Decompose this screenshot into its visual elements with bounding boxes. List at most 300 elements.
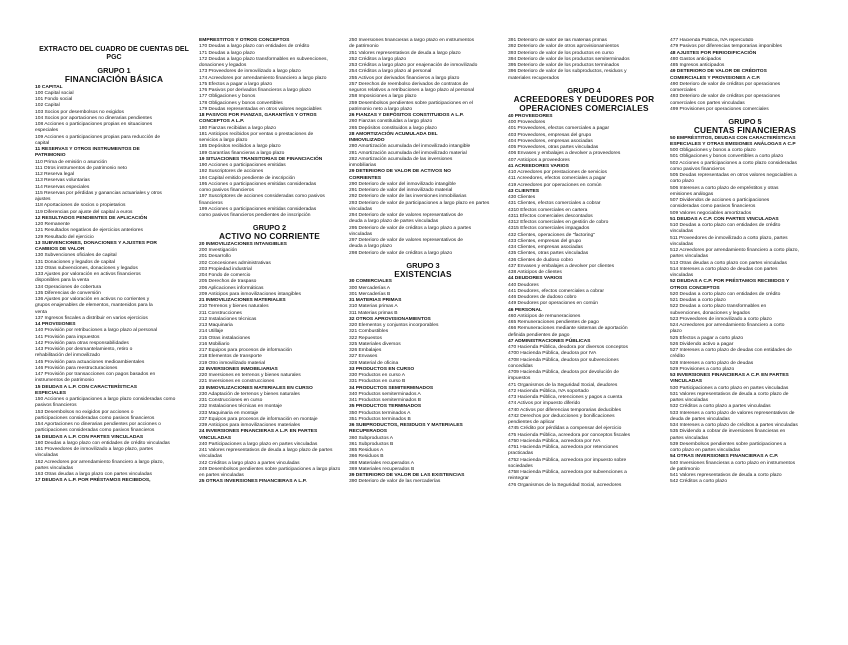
account-line: 490 Deterioro de valor de créditos por operaciones bbox=[670, 81, 781, 87]
account-line: 221 Inversiones en construcciones bbox=[199, 379, 275, 385]
account-line: en partes vinculadas bbox=[199, 473, 244, 478]
account-line: disponibles para la venta bbox=[35, 278, 90, 284]
account-line: corto plazo bbox=[670, 179, 694, 185]
account-line: 522 Deudas a corto plazo transformables en bbox=[670, 304, 767, 310]
account-line: emisiones análogas bbox=[670, 191, 714, 197]
account-line: 4708 Hacienda Pública, deudora por subvenciones bbox=[508, 357, 619, 363]
account-line: 475 Hacienda Pública, acreedora por conceptos fiscales bbox=[508, 432, 631, 438]
subgroup-heading: 14 PROVISIONES bbox=[35, 322, 76, 327]
account-line: 240 Participaciones a largo plazo en partes vinculadas bbox=[199, 441, 318, 447]
account-line: 101 Fondo social bbox=[35, 97, 73, 102]
account-line: concedidas bbox=[508, 363, 533, 369]
account-line: 326 Embalajes bbox=[349, 348, 382, 353]
account-line: subvenciones, donaciones y legados bbox=[670, 310, 750, 316]
subgroup-heading: VINCULADAS bbox=[199, 435, 232, 441]
account-line: 141 Provisión para impuestos bbox=[35, 334, 100, 340]
subgroup-heading: 46 PERSONAL bbox=[508, 307, 542, 313]
account-line: 501 Obligaciones y bonos convertibles a corto plazo bbox=[670, 154, 784, 160]
account-line: 401 Proveedores, efectos comerciales a pagar bbox=[508, 126, 610, 132]
account-line: 132 Otras subvenciones, donaciones y legados bbox=[35, 265, 138, 271]
account-line: 113 Reservas voluntarias bbox=[35, 178, 90, 184]
account-line: 391 Deterioro de valor de las materias primas bbox=[508, 38, 607, 43]
account-line: 220 Inversiones en terrenos y bienes naturales bbox=[199, 373, 301, 378]
account-line: financieros bbox=[199, 200, 223, 206]
account-line: 199 Acciones o participaciones emitidas consideradas bbox=[199, 206, 317, 212]
account-line: 507 Dividendos de acciones o participaciones bbox=[670, 198, 770, 203]
account-line: corto plazo en partes vinculadas bbox=[670, 448, 741, 453]
account-line: 300 Mercaderías A bbox=[349, 285, 391, 291]
subgroup-heading: 11 RESERVAS Y OTROS INSTRUMENTOS DE bbox=[35, 147, 140, 152]
group-3-accounts bbox=[349, 279, 497, 485]
subgroup-heading: VINCULADAS bbox=[670, 379, 703, 385]
subgroup-heading: 17 DEUDAS A L.P. POR PRÉSTAMOS RECIBIDOS, bbox=[35, 478, 151, 484]
account-line: 524 Acreedores por arrendamiento financiero a corto bbox=[670, 323, 785, 328]
account-line: 180 Fianzas recibidas a largo plazo bbox=[199, 125, 276, 131]
subgroup-heading: 25 OTRAS INVERSIONES FINANCIERAS A L.P. bbox=[199, 479, 307, 485]
column-1 bbox=[35, 46, 193, 645]
account-line: 250 Inversiones financieras a largo plazo en instrumentos bbox=[349, 38, 475, 43]
account-line: 153 Desembolsos no exigidos por acciones o bbox=[35, 409, 134, 415]
account-line: vinculadas bbox=[349, 231, 373, 237]
account-line: 190 Acciones o participaciones emitidas bbox=[199, 163, 286, 168]
account-line: 392 Deterioro de valor de otros aprovisionamientos bbox=[508, 44, 619, 50]
account-line: impuestos bbox=[508, 376, 531, 382]
account-line: participaciones consideradas como pasivos financieros bbox=[35, 415, 155, 421]
account-line: como pasivos financieros bbox=[670, 166, 725, 172]
account-line: crédito bbox=[670, 354, 685, 360]
account-line: 331 Productos en curso B bbox=[349, 379, 406, 385]
account-line: 511 Proveedores de inmovilizado a corto plazo, partes bbox=[670, 235, 788, 241]
subgroup-heading: 15 DEUDAS A L.P. CON CARACTERÍSTICAS bbox=[35, 384, 137, 390]
account-line: 446 Deudores de dudoso cobro bbox=[508, 295, 577, 300]
account-line: 110 Prima de emisión o asunción bbox=[35, 159, 107, 165]
account-line: 4312 Efectos comerciales en gestión de cobro bbox=[508, 220, 609, 225]
account-line: venta bbox=[35, 309, 47, 315]
account-line: 466 Remuneraciones mediante sistemas de aportación bbox=[508, 326, 628, 332]
account-line: inmobiliarias bbox=[349, 163, 377, 168]
account-line: ajustes bbox=[35, 197, 51, 202]
account-line: 361 Subproductos B bbox=[349, 441, 394, 447]
account-line: 530 Participaciones a corto plazo en partes vinculadas bbox=[670, 385, 789, 391]
account-line: 181 Anticipos recibidos por ventas o prestaciones de bbox=[199, 131, 314, 137]
account-line: vinculadas bbox=[670, 241, 694, 247]
account-line: 4709 Hacienda Pública, deudora por devolución de bbox=[508, 370, 619, 375]
subgroup-heading: 13 SUBVENCIONES, DONACIONES Y AJUSTES POR bbox=[35, 240, 157, 246]
account-line: 493 Deterioro de valor de créditos por operaciones bbox=[670, 94, 781, 100]
account-line: 531 Valores representativos de deuda a corto plazo de bbox=[670, 391, 789, 397]
account-line: 527 Intereses a corto plazo de deudas con entidades de bbox=[670, 348, 792, 353]
account-line: reintegrar bbox=[508, 476, 529, 482]
account-line: 460 Anticipos de remuneraciones bbox=[508, 313, 581, 319]
account-line: 512 Acreedores por arrendamiento financiero a corto plazo, bbox=[670, 248, 799, 253]
account-line: 432 Clientes, operaciones de "factoring" bbox=[508, 232, 595, 238]
account-line: donaciones y legados bbox=[199, 63, 247, 68]
account-line: 419 Acreedores por operaciones en común bbox=[508, 182, 602, 188]
account-line: 502 Acciones o participaciones a corto plazo consideradas bbox=[670, 160, 797, 166]
account-line: 525 Efectos a pagar a corto plazo bbox=[670, 335, 744, 341]
subgroup-heading: 12 RESULTADOS PENDIENTES DE APLICACIÓN bbox=[35, 215, 148, 221]
account-line: 405 Proveedores, otras partes vinculadas bbox=[508, 145, 599, 150]
account-line: 251 Valores representativos de deuda a largo plazo bbox=[349, 50, 461, 56]
group-1-name: FINANCIACIÓN BÁSICA bbox=[64, 74, 164, 84]
subgroup-heading: 31 MATERIAS PRIMAS bbox=[349, 298, 402, 303]
account-line: 433 Clientes, empresas del grupo bbox=[508, 238, 582, 244]
account-line: 471 Organismos de la Seguridad Social, deudores bbox=[508, 382, 618, 388]
subgroup-heading: 22 INVERSIONES INMOBILIARIAS bbox=[199, 366, 278, 372]
account-line: 134 Operaciones de cobertura bbox=[35, 284, 102, 290]
account-line: 4752 Hacienda Pública, acreedora por impuesto sobre bbox=[508, 457, 627, 463]
group-4-name: ACREEDORES Y DEUDORES POR OPERACIONES COMERCIALES bbox=[513, 93, 655, 114]
account-line: 311 Materias primas B bbox=[349, 310, 398, 316]
account-line: 135 Diferencias de conversión bbox=[35, 290, 101, 296]
account-line: 265 Depósitos constituidos a largo plazo bbox=[349, 125, 437, 131]
account-line: servicios a largo plazo bbox=[199, 138, 248, 143]
account-line: 479 Pasivos por diferencias temporarias imponibles bbox=[670, 44, 782, 50]
account-line: 438 Anticipos de clientes bbox=[508, 270, 562, 275]
account-line: 205 Derechos de traspaso bbox=[199, 279, 257, 285]
account-line: 465 Remuneraciones pendientes de pago bbox=[508, 320, 599, 325]
account-line: 197 Suscriptores de acciones consideradas como pasivos bbox=[199, 194, 325, 200]
account-line: de patrimonio bbox=[349, 44, 379, 50]
account-line: 520 Deudas a corto plazo con entidades de crédito bbox=[670, 291, 781, 297]
account-line: 529 Provisiones a corto plazo bbox=[670, 366, 735, 372]
account-line: comerciales bbox=[670, 88, 697, 93]
account-line: 252 Créditos a largo plazo bbox=[349, 56, 407, 62]
subgroup-heading: 34 PRODUCTOS SEMITERMINADOS bbox=[349, 385, 434, 391]
account-line: 541 Valores representativos de deuda a corto plazo bbox=[670, 473, 782, 478]
account-line: 485 Ingresos anticipados bbox=[670, 63, 725, 68]
account-line: 214 Utillaje bbox=[199, 329, 224, 335]
account-line: 121 Resultados negativos de ejercicios anteriores bbox=[35, 228, 143, 234]
subgroup-heading: 20 INMOVILIZACIONES INTANGIBLES bbox=[199, 241, 287, 247]
account-line: 163 Otras deudas a largo plazo con partes vinculadas bbox=[35, 472, 152, 477]
column-5 bbox=[670, 38, 820, 637]
account-line: 521 Deudas a corto plazo bbox=[670, 298, 726, 303]
account-line: patrimonio neto a largo plazo bbox=[349, 106, 413, 112]
account-line: especiales bbox=[35, 128, 59, 134]
subgroup-heading: COMERCIALES Y PROVISIONES A C.P. bbox=[670, 75, 761, 81]
account-line: 119 Diferencias por ajuste del capital a euros bbox=[35, 209, 133, 215]
account-line: 254 Créditos a largo plazo al personal bbox=[349, 69, 432, 75]
account-line: 535 Dividendo a cobrar de inversiones financieras en bbox=[670, 429, 786, 435]
account-line: 477 Hacienda Pública, IVA repercutido bbox=[670, 38, 754, 43]
account-line: 103 Socios por desembolsos no exigidos bbox=[35, 109, 124, 115]
account-line: seguros relativos a retribuciones a largo plazo al personal bbox=[349, 88, 475, 93]
account-line: 133 Ajustes por valoración en activos financieros bbox=[35, 272, 141, 277]
account-line: 499 Provisiones por operaciones comerciales bbox=[670, 106, 769, 112]
subgroup-heading: CONCEPTOS A L.P. bbox=[199, 119, 245, 125]
subgroup-heading: 35 PRODUCTOS TERMINADOS bbox=[349, 404, 422, 410]
account-line: 280 Amortización acumulada del inmovilizado intangible bbox=[349, 144, 471, 150]
account-line: 230 Adaptación de terrenos y bienes naturales bbox=[199, 391, 300, 397]
subgroup-heading: INMOVILIZADO bbox=[349, 138, 385, 143]
account-line: deuda de partes vinculadas bbox=[670, 416, 730, 422]
account-line: 213 Maquinaria bbox=[199, 323, 233, 328]
subgroup-heading: 41 ACREEDORES VARIOS bbox=[508, 163, 569, 169]
account-line: vinculadas bbox=[670, 273, 694, 278]
account-line: 154 Aportaciones no dinerarias pendientes por acciones o bbox=[35, 422, 161, 427]
account-line: 4742 Derechos por deducciones y bonificaciones bbox=[508, 413, 615, 419]
account-line: 436 Clientes de dudoso cobro bbox=[508, 257, 573, 263]
subgroup-heading: 28 AMORTIZACIÓN ACUMULADA DEL bbox=[349, 131, 438, 137]
account-line: 500 Obligaciones y bonos a corto plazo bbox=[670, 148, 756, 153]
account-line: 4751 Hacienda Pública, acreedora por retenciones bbox=[508, 445, 619, 450]
subgroup-heading: 53 INVERSIONES FINANCIERAS A C.P. EN PARTES bbox=[670, 373, 789, 378]
column-4 bbox=[508, 38, 660, 637]
account-line: de patrimonio bbox=[670, 466, 700, 472]
account-line: 431 Clientes, efectos comerciales a cobrar bbox=[508, 201, 601, 207]
account-line: 526 Dividendo activo a pagar bbox=[670, 341, 734, 347]
account-line: 204 Fondo de comercio bbox=[199, 273, 251, 278]
account-line: 440 Deudores bbox=[508, 282, 539, 288]
subgroup-heading: ESPECIALES Y OTRAS EMISIONES ANÁLOGAS A C.P bbox=[670, 141, 796, 147]
account-line: 540 Inversiones financieras a corto plazo en instrumentos bbox=[670, 460, 796, 466]
account-line: 232 Instalaciones técnicas en montaje bbox=[199, 404, 282, 410]
account-line: 118 Aportaciones de socios o propietarios bbox=[35, 203, 126, 209]
account-line: 513 Otras deudas a corto plazo con partes vinculadas bbox=[670, 260, 787, 266]
account-line: 393 Deterioro de valor de los productos en curso bbox=[508, 50, 614, 56]
group-5-name: CUENTAS FINANCIERAS bbox=[693, 125, 797, 135]
account-line: 351 Productos terminados B bbox=[349, 416, 411, 422]
account-line: partes vinculadas bbox=[35, 465, 74, 471]
account-line: 341 Productos semiterminados B bbox=[349, 398, 422, 403]
subgroup-heading: 33 PRODUCTOS EN CURSO bbox=[349, 366, 415, 372]
account-line: 233 Maquinaria en montaje bbox=[199, 410, 259, 416]
account-line: 249 Desembolsos pendientes sobre participaciones a largo plazo bbox=[199, 466, 340, 472]
account-line: 470 Hacienda Pública, deudora por diversos conceptos bbox=[508, 345, 628, 350]
account-line: 369 Materiales recuperados B bbox=[349, 466, 415, 472]
account-line: 143 Provisión por desmantelamiento, retiro o bbox=[35, 347, 133, 352]
account-line: 294 Deterioro de valor de valores representativos de bbox=[349, 213, 463, 218]
account-line: 298 Deterioro de valor de créditos a largo plazo bbox=[349, 250, 453, 256]
account-line: 472 Hacienda Pública, IVA soportado bbox=[508, 388, 589, 394]
account-line: 340 Productos semiterminados A bbox=[349, 391, 421, 397]
subgroup-heading: PATRIMONIO bbox=[35, 153, 66, 159]
account-line: materiales recuperados bbox=[508, 75, 560, 81]
group-5-accounts bbox=[670, 136, 820, 486]
subgroup-heading: RECUPERADOS bbox=[349, 429, 388, 435]
account-line: 360 Subproductos A bbox=[349, 435, 394, 441]
account-line: 257 Derechos de reembolso derivados de contratos de bbox=[349, 81, 469, 87]
subgroup-heading: 43 CLIENTES bbox=[508, 188, 539, 194]
account-line: 4311 Efectos comerciales descontados bbox=[508, 213, 593, 219]
column-2 bbox=[199, 38, 340, 637]
account-line: 534 Intereses a corto plazo de créditos a partes vinculadas bbox=[670, 423, 798, 428]
account-line: 514 Intereses a corto plazo de deudas con partes bbox=[670, 266, 778, 272]
account-line: 142 Provisión para otras responsabilidades bbox=[35, 340, 129, 346]
account-line: 430 Clientes bbox=[508, 195, 536, 200]
account-line: 410 Acreedores por prestaciones de servicios bbox=[508, 170, 607, 175]
account-line: 140 Provisión por retribuciones a largo plazo al personal bbox=[35, 328, 158, 334]
account-line: 108 Acciones o participaciones propias en situaciones bbox=[35, 122, 153, 127]
account-line: 253 Créditos a largo plazo por enajenación de inmovilizado bbox=[349, 63, 478, 68]
account-line: 290 Deterioro de valor del inmovilizado intangible bbox=[349, 181, 456, 187]
account-line: 291 Deterioro de valor del inmovilizado material bbox=[349, 188, 453, 193]
column-3 bbox=[349, 38, 497, 637]
account-line: 212 Instalaciones técnicas bbox=[199, 316, 257, 322]
group-2-accounts bbox=[199, 242, 340, 486]
account-line: 179 Deudas representadas en otros valores negociables bbox=[199, 106, 322, 112]
account-line: 172 Deudas a largo plazo transformables en subvenciones, bbox=[199, 56, 328, 62]
subgroup-heading: 24 INVERSIONES FINANCIERAS A L.P. EN PARTES bbox=[199, 429, 318, 435]
subgroup-heading: OTROS CONCEPTOS bbox=[670, 285, 720, 291]
account-line: 239 Anticipos para inmovilizaciones materiales bbox=[199, 423, 301, 428]
group-3-name: EXISTENCIAS bbox=[394, 268, 452, 279]
account-line: 404 Proveedores, empresas asociadas bbox=[508, 138, 593, 144]
account-line: 4758 Hacienda Pública, acreedora por subvenciones a bbox=[508, 470, 627, 475]
account-line: 297 Deterioro de valor de valores representativos de bbox=[349, 238, 463, 243]
subgroup-heading: 30 COMERCIALES bbox=[349, 279, 392, 285]
account-line: 434 Clientes, empresas asociadas bbox=[508, 245, 583, 250]
account-line: vinculadas bbox=[349, 206, 373, 212]
account-line: 185 Depósitos recibidos a largo plazo bbox=[199, 144, 281, 150]
account-line: 293 Deterioro de valor de participaciones a largo plazo en partes bbox=[349, 200, 490, 206]
account-line: 320 Elementos y conjuntos incorporables bbox=[349, 323, 439, 328]
account-line: 200 Investigación bbox=[199, 248, 238, 253]
account-line: 330 Productos en curso A bbox=[349, 373, 406, 378]
account-line: 175 Efectos a pagar a largo plazo bbox=[199, 81, 273, 87]
account-line: 310 Materias primas A bbox=[349, 304, 398, 310]
subgroup-heading: ESPECIALES bbox=[35, 390, 66, 396]
subgroup-heading: 10 CAPITAL bbox=[35, 84, 63, 90]
account-line: 532 Créditos a corto plazo a partes vinculadas bbox=[670, 404, 771, 410]
account-line: 506 Intereses a corto plazo de empréstitos y otras bbox=[670, 185, 779, 191]
account-line: 295 Deterioro de valor de créditos a largo plazo a partes bbox=[349, 225, 472, 231]
account-line: definida pendientes de pago bbox=[508, 332, 570, 338]
account-line: 102 Capital bbox=[35, 103, 60, 109]
account-line: 137 Ingresos fiscales a distribuir en varios ejercicios bbox=[35, 315, 148, 321]
account-line: 209 Anticipos para inmovilizaciones intangibles bbox=[199, 291, 301, 297]
account-line: 4750 Hacienda Pública, acreedora por IVA bbox=[508, 438, 601, 444]
account-line: 216 Mobiliario bbox=[199, 341, 230, 347]
account-line: sociedades bbox=[508, 463, 533, 469]
account-line: 218 Elementos de transporte bbox=[199, 354, 262, 360]
account-line: 241 Valores representativos de deuda a largo plazo de partes bbox=[199, 448, 333, 453]
account-line: 171 Deudas a largo plazo bbox=[199, 50, 255, 56]
subgroup-heading: 36 SUBPRODUCTOS, RESIDUOS Y MATERIALES bbox=[349, 423, 463, 428]
account-line: 231 Construcciones en curso bbox=[199, 398, 263, 403]
account-line: 145 Provisión para actuaciones medioambientales bbox=[35, 359, 145, 365]
account-line: capital bbox=[35, 140, 50, 146]
subgroup-heading: 51 DEUDAS A C.P. CON PARTES VINCULADAS bbox=[670, 216, 779, 222]
group-3-label: GRUPO 3 bbox=[406, 260, 440, 270]
account-line: 217 Equipos para procesos de información bbox=[199, 348, 292, 353]
account-line: 505 Deudas representadas en otros valores negociables a bbox=[670, 173, 797, 178]
account-line: instrumentos de patrimonio bbox=[35, 378, 94, 384]
account-line: pasivos financieros bbox=[35, 403, 77, 409]
account-line: 292 Deterioro de valor de las inversiones inmobiliarias bbox=[349, 194, 467, 200]
subgroup-heading: 44 DEUDORES VARIOS bbox=[508, 276, 563, 282]
account-line: 281 Amortización acumulada del inmovilizado material bbox=[349, 150, 467, 156]
account-line: 365 Residuos A bbox=[349, 448, 384, 453]
account-line: 258 Imposiciones a largo plazo bbox=[349, 94, 417, 100]
account-line: 194 Capital emitido pendiente de inscripción bbox=[199, 175, 295, 181]
account-line: 480 Gastos anticipados bbox=[670, 56, 722, 62]
group-1-accounts bbox=[35, 85, 193, 485]
account-line: 473 Hacienda Pública, retenciones y pagos a cuenta bbox=[508, 395, 623, 400]
account-line: 406 Envases y embalajes a devolver a proveedores bbox=[508, 151, 621, 157]
subgroup-heading: 48 AJUSTES POR PERIODIFICACIÓN bbox=[670, 50, 757, 56]
account-line: 327 Envases bbox=[349, 354, 378, 360]
account-line: 542 Créditos a corto plazo bbox=[670, 479, 728, 485]
account-line: deuda a largo plazo de partes vinculadas bbox=[349, 219, 439, 225]
account-line: plazo bbox=[670, 329, 682, 335]
account-line: 237 Equipos para procesos de información en montaje bbox=[199, 416, 318, 422]
account-line: 441 Deudores, efectos comerciales a cobrar bbox=[508, 288, 604, 294]
subgroup-heading: CAMBIOS DE VALOR bbox=[35, 247, 85, 252]
subgroup-heading: 50 EMPRÉSTITOS, DEUDAS CON CARACTERÍSTICAS bbox=[670, 135, 796, 141]
account-line: 211 Construcciones bbox=[199, 310, 242, 316]
account-line: 129 Resultado del ejercicio bbox=[35, 234, 94, 240]
subgroup-heading: CORRIENTES bbox=[349, 175, 382, 181]
account-line: 147 Provisión por transacciones con pagos basados en bbox=[35, 372, 156, 377]
subgroup-heading: 32 OTROS APROVISIONAMIENTOS bbox=[349, 316, 431, 322]
account-line: 403 Proveedores, empresas del grupo bbox=[508, 132, 592, 138]
subgroup-heading: 40 PROVEEDORES bbox=[508, 113, 553, 119]
account-line: partes vinculadas bbox=[670, 398, 709, 403]
account-line: 259 Desembolsos pendientes sobre participaciones en el bbox=[349, 100, 473, 106]
account-line: 509 Valores negociables amortizados bbox=[670, 210, 752, 216]
account-line: 215 Otras instalaciones bbox=[199, 335, 251, 341]
account-line: 301 Mercaderías B bbox=[349, 291, 391, 297]
account-line: 189 Garantías financieras a largo plazo bbox=[199, 150, 285, 156]
account-line: 411 Acreedores, efectos comerciales a pagar bbox=[508, 176, 606, 182]
account-line: 510 Deudas a corto plazo con entidades de crédito bbox=[670, 223, 781, 228]
subgroup-heading: 29 DETERIORO DE VALOR DE ACTIVOS NO bbox=[349, 169, 451, 175]
account-line: partes vinculadas bbox=[670, 435, 709, 441]
account-line: 131 Donaciones y legados de capital bbox=[35, 259, 115, 265]
subgroup-heading: 23 INMOVILIZACIONES MATERIALES EN CURSO bbox=[199, 385, 313, 391]
group-4-accounts bbox=[508, 114, 660, 489]
account-line: 533 Intereses a corto plazo de valores representativos de bbox=[670, 410, 795, 416]
subgroup-heading: 26 FIANZAS Y DEPÓSITOS CONSTITUIDOS A L.P. bbox=[349, 113, 464, 118]
account-line: 449 Deudores por operaciones en común bbox=[508, 301, 598, 307]
subgroup-heading: 16 DEUDAS A L.P. CON PARTES VINCULADAS bbox=[35, 434, 144, 440]
account-line: 350 Productos terminados A bbox=[349, 410, 411, 416]
subgroup-heading: 54 OTRAS INVERSIONES FINANCIERAS A C.P. bbox=[670, 454, 779, 460]
subgroup-heading: 47 ADMINISTRACIONES PÚBLICAS bbox=[508, 338, 591, 344]
account-line: 368 Materiales recuperados A bbox=[349, 460, 414, 466]
account-line: 203 Propiedad industrial bbox=[199, 266, 252, 272]
account-line: 160 Deudas a largo plazo con entidades de crédito vinculadas bbox=[35, 440, 170, 446]
account-line: vinculadas bbox=[35, 453, 59, 459]
account-line: 201 Desarrollo bbox=[199, 254, 231, 260]
account-line: 115 Reservas por pérdidas y ganancias actuariales y otros bbox=[35, 190, 162, 196]
account-line: 4315 Efectos comerciales impagados bbox=[508, 226, 590, 232]
group-3-accounts-continued bbox=[508, 38, 660, 82]
account-line: 114 Reservas especiales bbox=[35, 184, 90, 190]
group-1-label: GRUPO 1 bbox=[97, 66, 131, 75]
account-line: participaciones consideradas como pasivos financieros bbox=[35, 428, 155, 434]
account-line: 150 Acciones o participaciones a largo plazo consideradas como bbox=[35, 397, 176, 402]
account-line: 202 Concesiones administrativas bbox=[199, 260, 271, 266]
group-2-label: GRUPO 2 bbox=[252, 223, 287, 233]
account-line: 100 Capital social bbox=[35, 90, 74, 96]
account-line: vinculadas bbox=[199, 454, 223, 460]
account-line: 390 Deterioro de valor de las mercaderías bbox=[349, 479, 441, 485]
subgroup-heading: 52 DEUDAS A C.P. POR PRÉSTAMOS RECIBIDOS Y bbox=[670, 279, 790, 285]
account-line: 394 Deterioro de valor de los productos semiterminados bbox=[508, 56, 630, 62]
subgroup-heading: 39 DETERIORO DE VALOR DE LAS EXISTENCIAS bbox=[349, 473, 465, 478]
account-line: 162 Acreedores por arrendamiento financiero a largo plazo, bbox=[35, 459, 164, 465]
account-line: 120 Remanente bbox=[35, 222, 70, 227]
account-line: 161 Proveedores de inmovilizado a largo plazo, partes bbox=[35, 447, 153, 452]
group-2-name: ACTIVO NO CORRIENTE bbox=[218, 231, 321, 242]
account-line: 437 Envases y embalajes a devolver por clientes bbox=[508, 263, 615, 269]
account-line: 322 Repuestos bbox=[349, 335, 382, 341]
account-line: 4700 Hacienda Pública, deudora por IVA bbox=[508, 351, 597, 357]
account-line: 539 Desembolsos pendientes sobre participaciones a bbox=[670, 441, 787, 447]
